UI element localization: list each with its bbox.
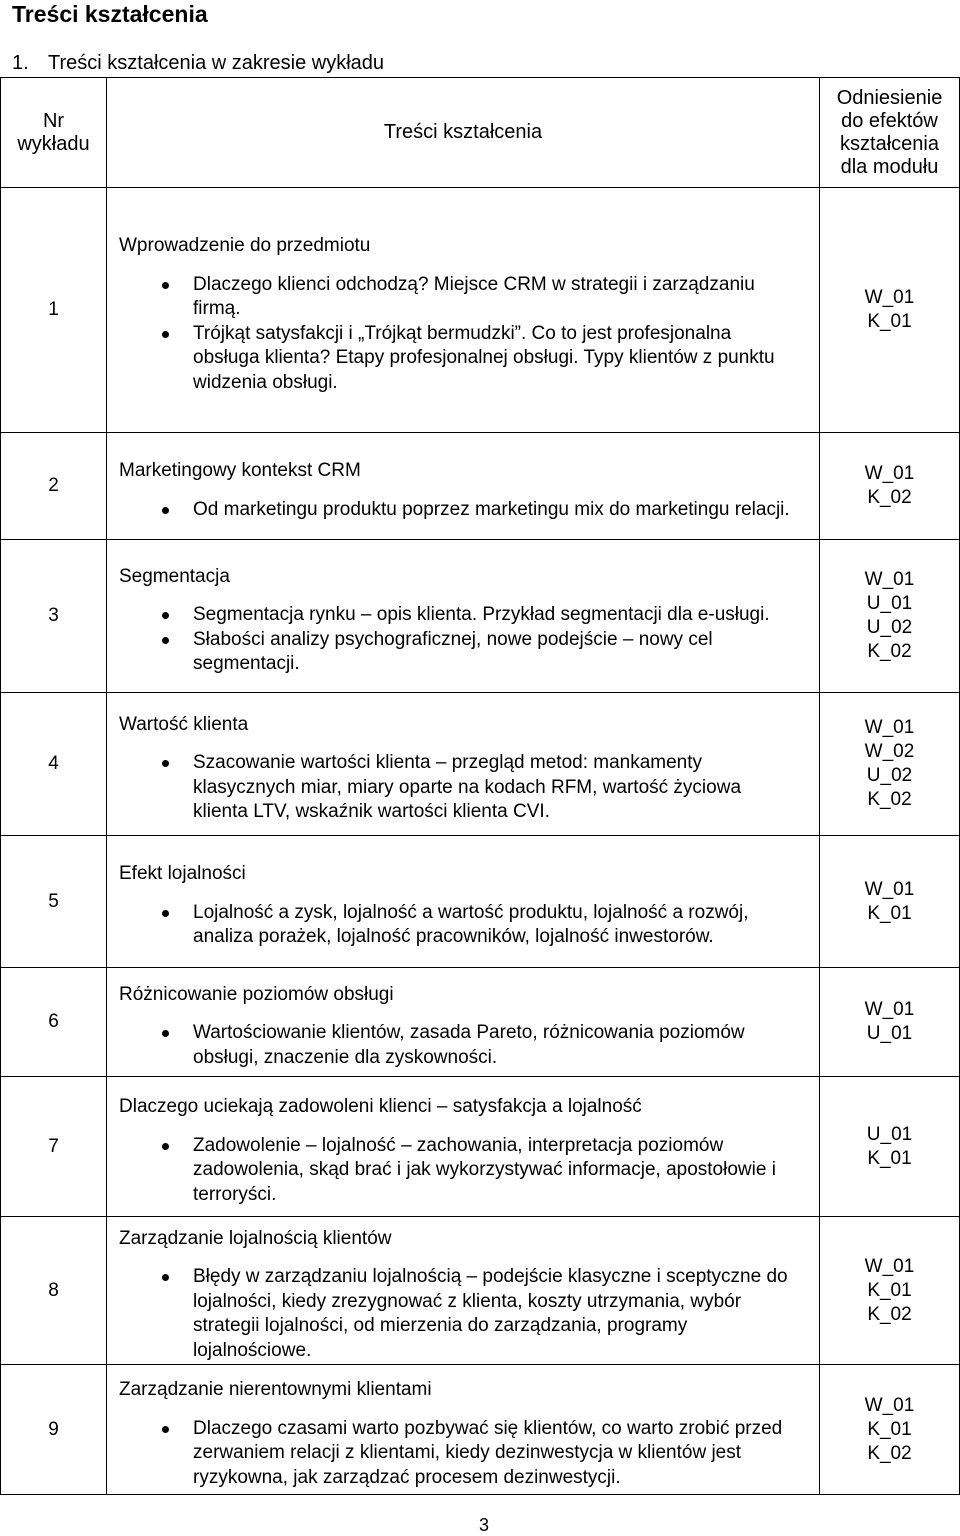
topic-title: Różnicowanie poziomów obsługi [119, 983, 394, 1005]
table-row [1, 433, 960, 540]
outcome-code: U_01 [866, 593, 913, 614]
outcome-code: W_01 [864, 999, 915, 1020]
lecture-number: 7 [1, 1077, 107, 1217]
header-content: Treści kształcenia [107, 78, 820, 188]
outcome-code: U_01 [866, 1123, 913, 1145]
header-row [1, 78, 960, 188]
outcome-code: W_01 [864, 287, 915, 308]
lecture-number: 1 [1, 188, 107, 433]
learning-outcomes-cell [820, 836, 960, 968]
table-row [1, 540, 960, 693]
list-item: Słabości analizy psychograficznej, nowe podejście – nowy cel segmentacji. [107, 628, 793, 677]
topic-points-list [107, 1403, 819, 1491]
section-heading [12, 52, 384, 75]
lecture-number: 8 [1, 1217, 107, 1365]
page-title: Treści kształcenia [12, 1, 208, 27]
table-row [1, 1217, 960, 1365]
header-outcomes: Odniesienie do efektów kształcenia dla modułu [820, 78, 960, 188]
outcome-code: W_01 [864, 717, 915, 738]
outcome-code: K_01 [867, 311, 912, 332]
outcome-code: K_02 [867, 1303, 912, 1325]
outcome-code: W_02 [864, 741, 915, 762]
list-item: Zadowolenie – lojalność – zachowania, interpretacja poziomów zadowolenia, skąd brać i jak wykorzystywać informacje, apostołowie i terroryści. [107, 1134, 793, 1208]
list-item: Wartościowanie klientów, zasada Pareto, różnicowania poziomów obsługi, znaczenie dla zyskowności. [107, 1021, 793, 1070]
outcome-code: K_01 [867, 1418, 912, 1440]
topic-points-list [107, 589, 819, 677]
lecture-number: 4 [1, 693, 107, 836]
list-item: Od marketingu produktu poprzez marketingu mix do marketingu relacji. [107, 498, 793, 523]
topic-points-list [107, 737, 819, 825]
table-row [1, 968, 960, 1077]
table-row [1, 836, 960, 968]
lecture-number: 5 [1, 836, 107, 968]
topic-title: Dlaczego uciekają zadowoleni klienci – satysfakcja a lojalność [119, 1096, 642, 1117]
table-body [1, 188, 960, 1495]
lecture-content-cell [107, 433, 820, 540]
topic-points-list [107, 887, 819, 950]
outcome-code: K_02 [867, 487, 912, 508]
topic-title: Zarządzanie lojalnością klientów [119, 1227, 392, 1249]
header-lecture-number: Nr wykładu [1, 78, 107, 188]
learning-outcomes-cell [820, 1077, 960, 1217]
outcome-code: K_01 [867, 1279, 912, 1301]
table-row [1, 693, 960, 836]
outcome-code: U_02 [866, 765, 913, 786]
lecture-number: 2 [1, 433, 107, 540]
outcome-code: W_01 [864, 1394, 915, 1416]
lecture-number: 3 [1, 540, 107, 693]
lecture-content-cell [107, 968, 820, 1077]
lecture-content-cell [107, 1365, 820, 1495]
outcome-code: U_01 [866, 1023, 913, 1044]
lecture-content-cell [107, 836, 820, 968]
topic-points-list [107, 1120, 819, 1208]
learning-outcomes-cell [820, 693, 960, 836]
topic-points-list [107, 259, 819, 396]
topic-title: Segmentacja [119, 565, 230, 587]
learning-outcomes-cell [820, 188, 960, 433]
section-title: Treści kształcenia w zakresie wykładu [48, 52, 385, 74]
section-number: 1. [12, 52, 29, 74]
outcome-code: K_01 [867, 1147, 912, 1169]
lecture-content-cell [107, 1217, 820, 1365]
list-item: Błędy w zarządzaniu lojalnością – podejście klasyczne i sceptyczne do lojalności, kiedy zrezygnować z klienta, koszty utrzymania, wybór strategii lojalności, od mierzenia do zarządzania, programy lojalnościowe. [107, 1265, 793, 1363]
outcome-code: U_02 [866, 617, 913, 638]
outcome-code: K_02 [867, 789, 912, 810]
lecture-content-cell [107, 188, 820, 433]
outcome-code: W_01 [864, 569, 915, 590]
list-item: Dlaczego klienci odchodzą? Miejsce CRM w strategii i zarządzaniu firmą. [107, 273, 793, 322]
list-item: Dlaczego czasami warto pozbywać się klientów, co warto zrobić przed zerwaniem relacji z klientami, kiedy dezinwestycja w klientów jest ryzykowna, jak zarządzać procesem dezinwestycji. [107, 1417, 793, 1491]
lecture-content-cell [107, 1077, 820, 1217]
learning-outcomes-cell [820, 1365, 960, 1495]
lecture-number: 6 [1, 968, 107, 1077]
lecture-content-cell [107, 540, 820, 693]
outcome-code: W_01 [864, 1255, 915, 1277]
outcome-code: K_02 [867, 641, 912, 662]
outcome-code: K_01 [867, 902, 912, 924]
learning-outcomes-cell [820, 433, 960, 540]
learning-outcomes-cell [820, 1217, 960, 1365]
topic-points-list [107, 484, 819, 523]
outcome-code: K_02 [867, 1442, 912, 1464]
outcome-code: W_01 [864, 878, 915, 900]
table-row [1, 1365, 960, 1495]
topic-title: Wartość klienta [119, 713, 249, 735]
list-item: Lojalność a zysk, lojalność a wartość produktu, lojalność a rozwój, analiza porażek, lojalność pracowników, lojalność inwestorów. [107, 901, 793, 950]
list-item: Trójkąt satysfakcji i „Trójkąt bermudzki”. Co to jest profesjonalna obsługa klienta? Etapy profesjonalnej obsługi. Typy klientów z punktu widzenia obsługi. [107, 322, 793, 396]
lecture-content-cell [107, 693, 820, 836]
list-item: Segmentacja rynku – opis klienta. Przykład segmentacji dla e-usługi. [107, 603, 793, 628]
topic-points-list [107, 1007, 819, 1070]
list-item: Szacowanie wartości klienta – przegląd metod: mankamenty klasycznych miar, miary oparte na kodach RFM, wartość życiowa klienta LTV, wskaźnik wartości klienta CVI. [107, 751, 793, 825]
table-row [1, 1077, 960, 1217]
page-number: 3 [479, 1515, 490, 1535]
lecture-number: 9 [1, 1365, 107, 1495]
learning-outcomes-cell [820, 540, 960, 693]
topic-title: Wprowadzenie do przedmiotu [119, 235, 371, 256]
lecture-content-table [0, 77, 960, 1495]
topic-title: Zarządzanie nierentownymi klientami [119, 1379, 432, 1400]
table-row [1, 188, 960, 433]
outcome-code: W_01 [864, 463, 915, 484]
topic-title: Marketingowy kontekst CRM [119, 460, 361, 481]
learning-outcomes-cell [820, 968, 960, 1077]
topic-title: Efekt lojalności [119, 863, 246, 885]
topic-points-list [107, 1251, 819, 1363]
